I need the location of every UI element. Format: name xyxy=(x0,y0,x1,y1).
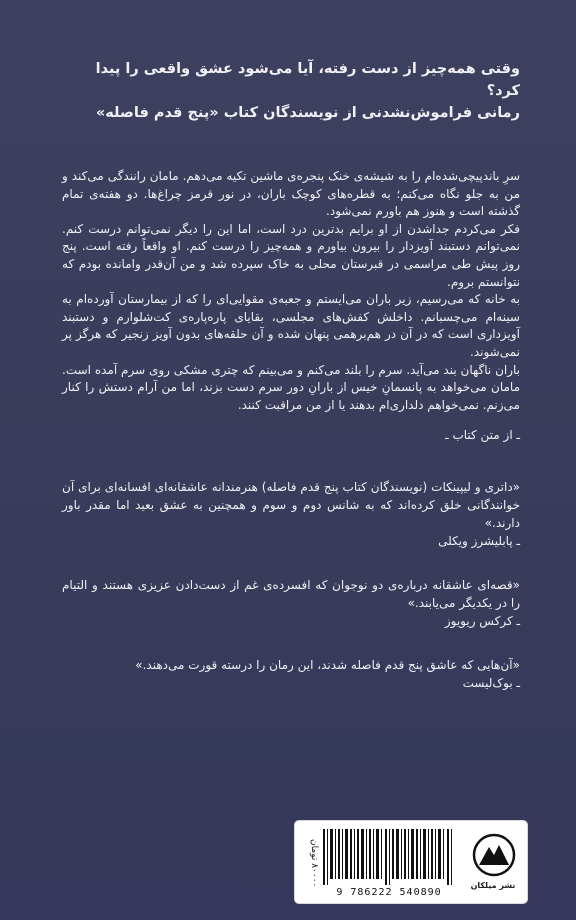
review-source: ـ بوک‌لیست xyxy=(462,676,520,691)
mountain-logo-icon xyxy=(471,833,517,877)
price-label: ۸۰۰۰۰ تومان xyxy=(309,838,319,888)
barcode-icon xyxy=(323,829,453,885)
excerpt-paragraph: به خانه که می‌رسیم، زیر باران می‌ایستم و جعبه‌ی مقوایی‌ای را که از بیمارستان آورده‌ام به سینه‌ام می‌چسبانم. داخلش کفش‌های مجلسی، بقایای پاره‌پاره‌ی کت‌شلوارم و دستبند آویزداری است که در آن در هم‌برهمی پنهان شده و آن حلقه‌های بدون آویز زنجیر که هرگز پر نمی‌شوند. xyxy=(62,292,520,359)
review-block xyxy=(62,656,520,692)
barcode-label xyxy=(294,820,528,904)
headline-tagline: رمانی فراموش‌نشدنی از نویسندگان کتاب «پنج قدم فاصله» xyxy=(95,105,520,121)
review-block xyxy=(62,576,520,630)
excerpt-paragraph: سرِ باندپیچی‌شده‌ام را به شیشه‌ی خنک پنجره‌ی ماشین تکیه می‌دهم. مامان رانندگی می‌کند و من به جلو نگاه می‌کنم؛ به قطره‌های کوچک باران، در نور قرمز چراغ‌ها. دو هفته‌ی تمام گذشته است و هنوز هم باورم نمی‌شود. xyxy=(62,169,520,219)
excerpt-source: ـ از متن کتاب ـ xyxy=(445,428,520,443)
review-source: ـ کرکس ریویوز xyxy=(444,614,520,629)
publisher-name: نشر میلکان xyxy=(470,881,516,890)
excerpt-paragraph: فکر می‌کردم جداشدن از او برایم بدترین درد است، اما این را دیگر نمی‌توانم درست کنم. نمی‌توانم دستبند آویزدار را بیرون بیاورم و همه‌چیز را درست کنم. او واقعاً رفته است. پنج روز پیش طی مراسمی در قبرستان محلی به خاک سپرده شد و من آن‌قدر وامانده بودم که نتوانستم بروم. xyxy=(62,221,520,289)
review-quote: «قصه‌ای عاشقانه درباره‌ی دو نوجوان که افسرده‌ی غم از دست‌دادن عزیزی هستند و التیام را در یکدیگر می‌یابند.» xyxy=(62,578,520,611)
excerpt xyxy=(62,168,520,444)
headline-question: وقتی همه‌چیز از دست رفته، آیا می‌شود عشق واقعی را پیدا کرد؟ xyxy=(95,61,520,99)
excerpt-paragraph: باران ناگهان بند می‌آید. سرم را بلند می‌کنم و می‌بینم که چتری مشکی روی سرم آمده است. مامان می‌خواهد به پانسمانِ خیس از بارانِ دور سرم دست بزند، اما من آرام دستش را کنار می‌زنم. نمی‌خواهم دلداری‌ام بدهند یا از من مراقبت کنند. xyxy=(62,362,520,412)
review-quote: «آن‌هایی که عاشق پنج قدم فاصله شدند، این رمان را درسته قورت می‌دهند.» xyxy=(135,658,520,673)
back-cover-content xyxy=(62,58,520,692)
review-source: ـ پابلیشرز ویکلی xyxy=(438,534,520,549)
review-block xyxy=(62,478,520,550)
review-quote: «داتری و لیپینکات (نویسندگان کتاب پنج قدم فاصله) هنرمندانه عاشقانه‌ای افسانه‌ای برای آن خوانندگانی خلق کرده‌اند که به شانس دوم و سوم و همچنین به عشق بعید اما مقدر باور دارند.» xyxy=(62,480,520,531)
isbn-number: 9 786222 540890 xyxy=(336,887,442,898)
